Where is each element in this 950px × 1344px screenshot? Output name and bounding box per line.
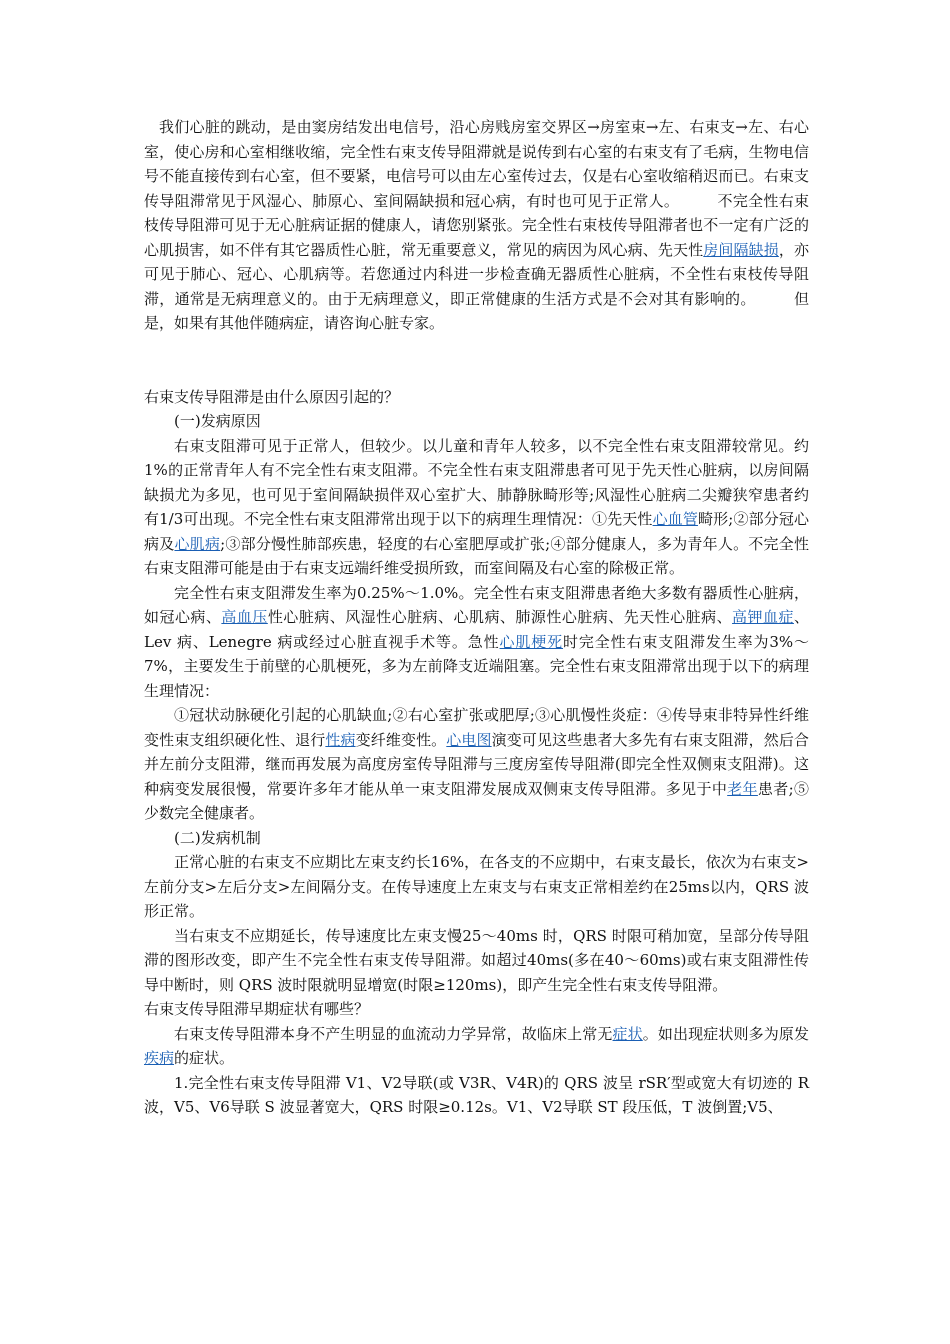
paragraph-conduction-delay: 当右束支不应期延长，传导速度比左束支慢25～40ms 时，QRS 时限可稍加宽，呈部分传导阻滞的图形改变，即产生不完全性右束支传导阻滞。如超过40ms(多在40～60ms)或右束支阻滞性传导中断时，则 QRS 波时限就明显增宽(时限≥120ms)，即产生完全性右束支传导阻滞。 [144, 926, 809, 994]
link-elderly[interactable]: 老年 [727, 779, 758, 798]
paragraph-pathology-list [144, 703, 809, 826]
paragraph-text: 变纤维变性。 [355, 730, 447, 749]
intro-text-1: 我们心脏的跳动，是由窦房结发出电信号，沿心房贱房室交界区→房室束→左、右束支→左、右心室，使心房和心室相继收缩，完全性右束支传导阻滞就是说传到右心室的右束支有了毛病，生物电信号不能直接传到右心室，但不要紧，电信号可以由左心室传过去，仅是右心室收缩稍迟而已。右束支传导阻滞常见于风湿心、肺原心、室间隔缺损和冠心病，有时也可见于正常人。 不完全性右束枝传导阻滞可见于无心脏病证据的健康人，请您别紧张。完全性右束枝传导阻滞者也不一定有广泛的心肌损害，如不伴有其它器质性心脏，常无重要意义，常见的病因为风心病、先天性 [144, 118, 809, 259]
paragraph-text: ①冠状动脉硬化引起的心肌缺血;②右心室扩张或肥厚;③心肌慢性炎症：④传导束非特异性纤维变性束支组织硬化性、退行 [144, 706, 809, 749]
link-venereal-disease[interactable]: 性病 [325, 730, 356, 749]
section-spacer [144, 336, 809, 385]
subheading-mechanism: (二)发病机制 [174, 828, 261, 847]
link-atrial-septal-defect[interactable]: 房间隔缺损 [703, 240, 779, 259]
link-disease[interactable]: 疾病 [144, 1049, 175, 1067]
paragraph-symptoms [144, 1022, 809, 1071]
link-cardiomyopathy[interactable]: 心肌病 [174, 534, 221, 553]
link-symptoms[interactable]: 症状 [612, 1024, 643, 1043]
link-cardiovascular[interactable]: 心血管 [652, 510, 698, 528]
intro-paragraph [144, 115, 809, 336]
link-hypertension[interactable]: 高血压 [221, 608, 268, 626]
paragraph-text: 演变可见这些患者大多先有右束支阻滞，然后合并左前分支阻滞，继而再发展为高度房室传导阻滞与三度房室传导阻滞(即完全性双侧束支阻滞)。这种病变发展很慢，常要许多年才能从单一束支阻滞发展成双侧束支传导阻滞。多见于中 [144, 730, 809, 798]
paragraph-text: 完全性右束支阻滞发生率为0.25%～1.0%。完全性右束支阻滞患者绝大多数有器质性心脏病，如冠心病、 [144, 583, 809, 626]
paragraph-text: 畸形;②部分冠心病及 [144, 510, 809, 553]
paragraph-text: ;③部分慢性肺部疾患，轻度的右心室肥厚或扩张;④部分健康人，多为青年人。不完全性右束支阻滞可能是由于右束支远端纤维受损所致，而室间隔及右心室的除极正常。 [144, 534, 809, 577]
paragraph-incomplete-rbbb [144, 434, 809, 581]
intro-text-2: ，亦可见于肺心、冠心、心肌病等。若您通过内科进一步检查确无器质性心脏病，不全性右束枝传导阻滞，通常是无病理意义的。由于无病理意义，即正常健康的生活方式是不会对其有影响的。 但是，如果有其他伴随病症，请咨询心脏专家。 [144, 240, 809, 332]
paragraph-text: 右束支阻滞可见于正常人，但较少。以儿童和青年人较多，以不完全性右束支阻滞较常见。约1%的正常青年人有不完全性右束支阻滞。不完全性右束支阻滞患者可见于先天性心脏病，以房间隔缺损尤为多见，也可见于室间隔缺损伴双心室扩大、肺静脉畸形等;风湿性心脏病二尖瓣狭窄患者约有1/3可出现。不完全性右束支阻滞常出现于以下的病理生理情况：①先天性 [144, 436, 809, 528]
link-myocardial-infarction[interactable]: 心肌梗死 [499, 632, 564, 651]
paragraph-text: 右束支传导阻滞本身不产生明显的血流动力学异常，故临床上常无 [174, 1024, 613, 1043]
paragraph-text: 患者;⑤少数完全健康者。 [144, 779, 809, 822]
link-hyperkalemia[interactable]: 高钾血症 [732, 608, 794, 626]
paragraph-complete-rbbb [144, 581, 809, 704]
question-symptoms-heading: 右束支传导阻滞早期症状有哪些？ [144, 1000, 370, 1018]
paragraph-refractory-period: 正常心脏的右束支不应期比左束支约长16%，在各支的不应期中，右束支最长，依次为右束支>左前分支>左后分支>左间隔分支。在传导速度上左束支与右束支正常相差约在25ms以内，QRS 波形正常。 [144, 853, 809, 920]
question-causes-heading: 右束支传导阻滞是由什么原因引起的？ [144, 387, 400, 406]
paragraph-text: 。如出现症状则多为原发 [642, 1024, 809, 1043]
paragraph-text: 性心脏病、风湿性心脏病、心肌病、肺源性心脏病、先天性心脏病、 [267, 608, 733, 626]
document-body [144, 115, 809, 1120]
paragraph-text: 时完全性右束支阻滞发生率为3%～7%，主要发生于前壁的心肌梗死，多为左前降支近端阻塞。完全性右束支阻滞常出现于以下的病理生理情况： [144, 632, 809, 700]
subheading-causes: (一)发病原因 [174, 412, 261, 430]
link-ecg[interactable]: 心电图 [446, 730, 492, 749]
paragraph-text: 、Lev 病、Lenegre 病或经过心脏直视手术等。急性 [144, 608, 809, 651]
paragraph-ecg-criteria: 1.完全性右束支传导阻滞 V1、V2导联(或 V3R、V4R)的 QRS 波呈 rSR′型或宽大有切迹的 R 波，V5、V6导联 S 波显著宽大，QRS 时限≥0.12s。V1、V2导联 ST 段压低，T 波倒置;V5、 [144, 1073, 809, 1116]
paragraph-text: 的症状。 [174, 1049, 235, 1067]
